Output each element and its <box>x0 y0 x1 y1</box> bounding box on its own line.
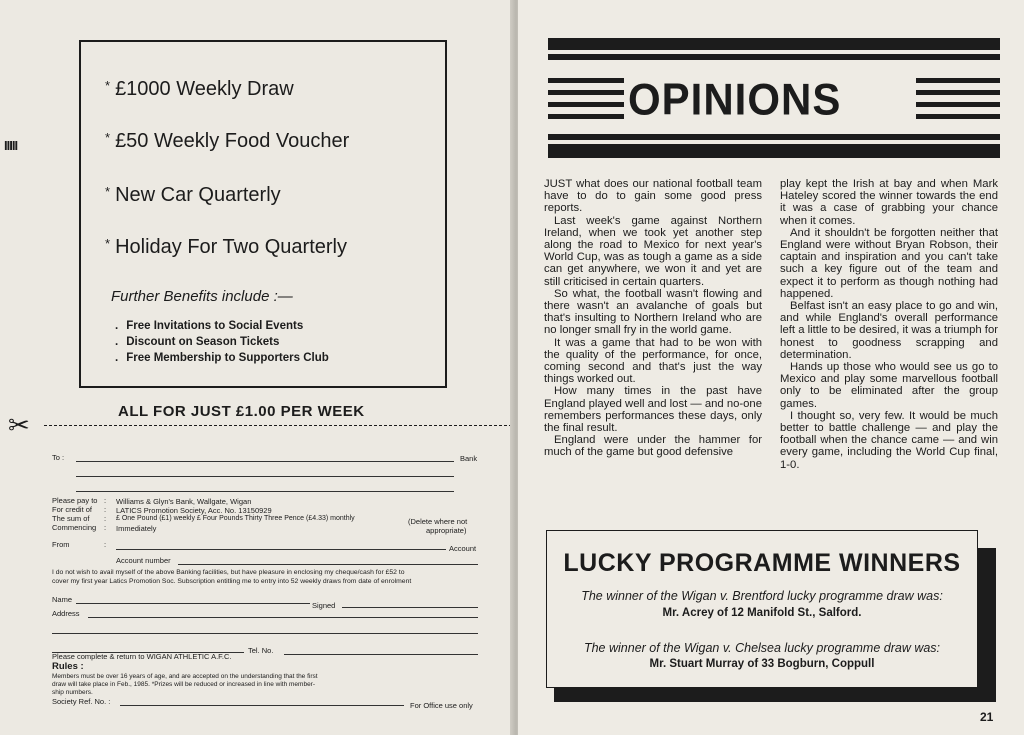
bank-label: Bank <box>460 454 478 463</box>
scissors-icon: ✂ <box>8 410 30 440</box>
benefit-item: . Free Membership to Supporters Club <box>115 352 329 364</box>
sum-of-label: The sum of <box>52 514 90 523</box>
name-label: Name <box>52 595 73 604</box>
signed-field[interactable] <box>342 607 478 608</box>
offer-item: * Holiday For Two Quarterly <box>105 236 347 258</box>
tally-marks: IIIII <box>4 138 18 153</box>
office-use-label: For Office use only <box>410 701 473 710</box>
to-field-line-3[interactable] <box>76 491 454 492</box>
account-number-field[interactable] <box>178 564 478 565</box>
paragraph: play kept the Irish at bay and when Mark Hateley scored the winner towards the end it was a case of grabbing your chance when it comes. <box>780 178 998 227</box>
colon: : <box>104 496 107 505</box>
account-number-label: Account number <box>116 556 171 565</box>
to-field-line-2[interactable] <box>76 476 454 477</box>
to-field[interactable] <box>76 461 454 462</box>
asterisk: * <box>105 184 111 199</box>
paragraph: Last week's game against Northern Ireland, when we took yet another step along the road to Mexico for next year's World Cup, was as tough a game as a side can get anywhere, we won it and yet are still criticised in certain quarters. <box>544 214 762 288</box>
benefit-item: . Free Invitations to Social Events <box>115 320 304 332</box>
lucky-winners-box <box>546 530 978 688</box>
society-ref-label: Society Ref. No. : <box>52 697 111 706</box>
paragraph: Belfast isn't an easy place to go and win, and while England's overall performance left a little to be desired, it was a triumph for honest to goodness scrapping and determination. <box>780 300 998 361</box>
article-column-2 <box>780 178 998 471</box>
bank-detail: Williams & Glyn's Bank, Wallgate, Wigan <box>116 497 252 506</box>
address-field-line-2[interactable] <box>52 633 478 634</box>
offer-item: * New Car Quarterly <box>105 184 281 206</box>
cut-line <box>44 425 512 426</box>
address-field[interactable] <box>88 617 478 618</box>
tel-label: Tel. No. <box>248 646 274 655</box>
to-label: To : <box>52 453 65 462</box>
offer-item: * £50 Weekly Food Voucher <box>105 130 350 152</box>
declaration-line-1: I do not wish to avail myself of the above Banking facilities, but have pleasure in enclosing my cheque/cash for £52 to <box>52 569 405 576</box>
rules-line-2: draw will take place in Feb., 1985. *Prizes will be reduced or increased in line with member- <box>52 681 316 688</box>
from-label: From <box>52 540 70 549</box>
page-number: 21 <box>980 710 994 724</box>
paragraph: So what, the football wasn't flowing and there wasn't an avalanche of goals but that's insulting to Northern Ireland who are no longer small fry in the world game. <box>544 287 762 337</box>
credit-detail: LATICS Promotion Society, Acc. No. 13150929 <box>116 506 272 515</box>
right-page <box>518 0 1024 735</box>
declaration-line-2: cover my first year Latics Promotion Soc. Subscription entitling me to entry into 52 weekly draws from date of enrolment <box>52 578 412 585</box>
price-headline: ALL FOR JUST £1.00 PER WEEK <box>118 403 365 420</box>
winner-name-1: Mr. Acrey of 12 Manifold St., Salford. <box>662 607 862 619</box>
signed-label: Signed <box>312 601 336 610</box>
sum-detail: £ One Pound (£1) weekly £ Four Pounds Thirty Three Pence (£4.33) monthly <box>116 515 355 522</box>
benefit-item: . Discount on Season Tickets <box>115 336 280 348</box>
article-column-1 <box>544 178 762 459</box>
commencing-label: Commencing <box>52 523 97 532</box>
return-instruction: Please complete & return to WIGAN ATHLETIC A.F.C. <box>52 652 232 661</box>
paragraph: JUST what does our national football team have to do to gain some good press reports. <box>544 178 762 215</box>
rules-line-3: ship numbers. <box>52 689 93 696</box>
from-field[interactable] <box>116 549 446 550</box>
colon: : <box>104 514 107 523</box>
paragraph: England were under the hammer for much of the game but good defensive <box>544 434 762 459</box>
asterisk: * <box>105 130 111 145</box>
society-ref-field[interactable] <box>120 705 404 706</box>
opinions-banner <box>548 38 1000 158</box>
paragraph: How many times in the past have England played well and lost — and no-one remembers performances these days, only the final result. <box>544 385 762 435</box>
winner-line-1: The winner of the Wigan v. Brentford lucky programme draw was: <box>581 589 943 603</box>
name-field[interactable] <box>76 603 310 604</box>
delete-note: (Delete where not <box>408 517 468 526</box>
address-label: Address <box>52 609 80 618</box>
credit-of-label: For credit of <box>52 505 93 514</box>
winner-name-2: Mr. Stuart Murray of 33 Bogburn, Coppull <box>649 658 875 670</box>
colon: : <box>104 505 107 514</box>
paragraph: Hands up those who would see us go to Mexico and play some marvellous football only to be eliminated after the group games. <box>780 361 998 410</box>
winner-line-2: The winner of the Wigan v. Chelsea lucky programme draw was: <box>583 641 941 655</box>
commencing-detail: Immediately <box>116 524 157 533</box>
asterisk: * <box>105 236 111 251</box>
tel-field[interactable] <box>284 654 478 655</box>
colon: : <box>104 540 107 549</box>
asterisk: * <box>105 78 111 93</box>
paragraph: I thought so, very few. It would be much better to battle challenge — and play the football when the chance came — and win every game, including the World Cup final, 1-0. <box>780 409 998 471</box>
offer-item: * £1000 Weekly Draw <box>105 78 294 100</box>
rules-heading: Rules : <box>52 661 84 672</box>
winners-title: LUCKY PROGRAMME WINNERS <box>563 549 961 577</box>
opinions-title: OPINIONS <box>624 75 845 125</box>
paragraph: It was a game that had to be won with the quality of the performance, for once, coming second and that's just the way things worked out. <box>544 336 762 386</box>
rules-line-1: Members must be over 16 years of age, and are accepted on the understanding that the first <box>52 673 318 680</box>
offer-box <box>79 40 447 388</box>
account-label: Account <box>449 544 477 553</box>
further-benefits-heading: Further Benefits include :— <box>111 288 293 305</box>
please-pay-label: Please pay to <box>52 496 98 505</box>
paragraph: And it shouldn't be forgotten neither that England were without Bryan Robson, their captain and inspiration and you can't take such a key figure out of the team and expect it to perform as though nothing had happened. <box>780 226 998 300</box>
delete-note-2: appropriate) <box>426 526 467 535</box>
colon: : <box>104 523 107 532</box>
